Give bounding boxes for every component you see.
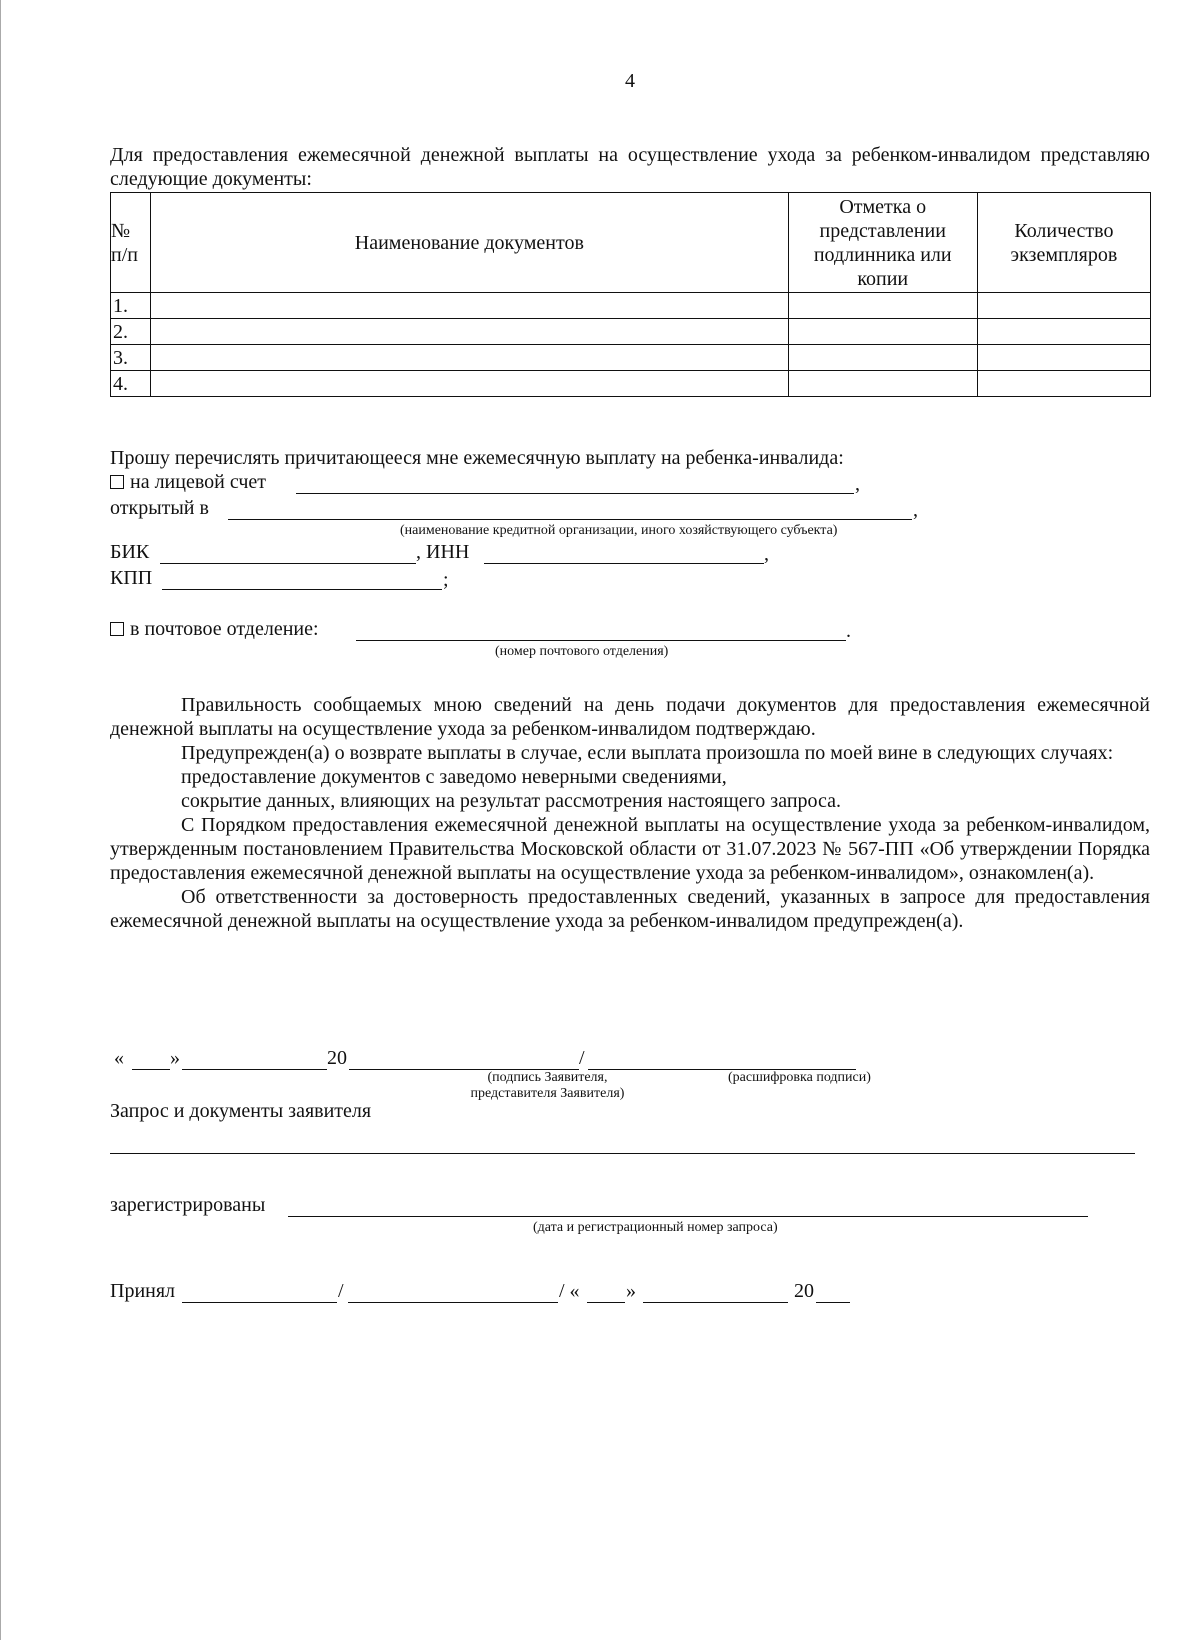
intro-paragraph: Для предоставления ежемесячной денежной выплаты на осуществление ухода за ребенком-инвалидом представляю следующие документы: <box>110 144 1150 190</box>
cell-doc-mark[interactable] <box>788 371 977 397</box>
col-header-name: Наименование документов <box>151 193 789 293</box>
registration-label: Запрос и документы заявителя <box>110 1100 372 1122</box>
registered-label: зарегистрированы <box>110 1194 266 1216</box>
accepted-quote-open: / « <box>559 1280 580 1302</box>
date-day-field[interactable] <box>132 1069 170 1070</box>
cell-doc-name[interactable] <box>151 371 789 397</box>
punct-comma: , <box>913 499 918 521</box>
account-checkbox[interactable] <box>110 475 124 489</box>
declaration-procedure: С Порядком предоставления ежемесячной денежной выплаты на осуществление ухода за ребенком-инвалидом, утвержденным постановлением Правительства Московской области от 31.07.2023 № 567-ПП «Об утверждении Порядка предоставления ежемесячной денежной выплаты на осуществление ухода за ребенком-инвалидом», ознакомлен(а). <box>110 814 1150 884</box>
opened-label: открытый в <box>110 497 209 519</box>
date-quote-open: « <box>114 1047 124 1069</box>
punct-comma: , <box>855 473 860 495</box>
table-row <box>111 371 1151 397</box>
date-month-field[interactable] <box>182 1069 327 1070</box>
cell-doc-mark[interactable] <box>788 293 977 319</box>
table-row <box>111 345 1151 371</box>
declaration-responsibility: Об ответственности за достоверность предоставленных сведений, указанных в запросе для предоставления ежемесячной денежной выплаты на осуществление ухода за ребенком-инвалидом предупрежден(а). <box>110 886 1150 932</box>
account-option <box>110 470 266 494</box>
bik-field[interactable] <box>160 563 416 564</box>
accepted-slash: / <box>338 1280 344 1302</box>
declaration-warning: Предупрежден(а) о возврате выплаты в случае, если выплата произошла по моей вине в следующих случаях: <box>181 742 1114 764</box>
declaration-case-1: предоставление документов с заведомо неверными сведениями, <box>181 766 727 788</box>
kpp-field[interactable] <box>162 589 442 590</box>
scan-edge-line <box>0 0 1 1640</box>
registered-field[interactable] <box>288 1216 1088 1217</box>
registered-caption: (дата и регистрационный номер запроса) <box>533 1220 778 1235</box>
table-row <box>111 319 1151 345</box>
accepted-label: Принял <box>110 1280 176 1302</box>
cell-doc-name[interactable] <box>151 293 789 319</box>
col-header-count: Количество экземпляров <box>977 193 1150 293</box>
accepted-year-prefix: 20 <box>794 1280 814 1302</box>
row-number: 4. <box>111 371 151 397</box>
cell-doc-mark[interactable] <box>788 319 977 345</box>
cell-doc-count[interactable] <box>977 319 1150 345</box>
col-header-mark: Отметка о представлении подлинника или копии <box>788 193 977 293</box>
bank-caption: (наименование кредитной организации, иного хозяйствующего субъекта) <box>400 523 838 538</box>
post-option <box>110 617 319 641</box>
documents-table <box>110 192 1151 397</box>
accepted-quote-close: » <box>626 1280 636 1302</box>
punct-period: . <box>846 620 851 642</box>
accepted-name-field[interactable] <box>348 1302 558 1303</box>
inn-field[interactable] <box>484 563 764 564</box>
accepted-day-field[interactable] <box>587 1302 625 1303</box>
account-field[interactable] <box>296 493 854 494</box>
bank-field[interactable] <box>228 519 912 520</box>
post-office-field[interactable] <box>356 640 846 641</box>
signature-slash: / <box>579 1047 585 1069</box>
cell-doc-name[interactable] <box>151 319 789 345</box>
cell-doc-count[interactable] <box>977 345 1150 371</box>
cell-doc-count[interactable] <box>977 293 1150 319</box>
punct-comma: , <box>764 543 769 565</box>
registration-applicant-field[interactable] <box>110 1153 1135 1154</box>
accepted-sign-field[interactable] <box>182 1302 337 1303</box>
post-checkbox[interactable] <box>110 622 124 636</box>
kpp-label: КПП <box>110 567 153 589</box>
account-label: на лицевой счет <box>130 471 267 493</box>
declaration-confirm: Правильность сообщаемых мною сведений на день подачи документов для предоставления ежемесячной денежной выплаты на осуществление ухода за ребенком-инвалидом подтверждаю. <box>110 694 1150 740</box>
row-number: 2. <box>111 319 151 345</box>
row-number: 1. <box>111 293 151 319</box>
payment-request: Прошу перечислять причитающееся мне ежемесячную выплату на ребенка-инвалида: <box>110 447 844 469</box>
date-year-prefix: 20 <box>327 1047 347 1069</box>
date-quote-close: » <box>170 1047 180 1069</box>
post-label: в почтовое отделение: <box>130 618 319 640</box>
inn-label: , ИНН <box>416 541 470 563</box>
decode-caption: (расшифровка подписи) <box>728 1070 871 1085</box>
cell-doc-name[interactable] <box>151 345 789 371</box>
page-number: 4 <box>625 70 635 92</box>
accepted-month-field[interactable] <box>643 1302 788 1303</box>
declarations <box>110 693 1150 933</box>
cell-doc-count[interactable] <box>977 371 1150 397</box>
bik-label: БИК <box>110 541 150 563</box>
accepted-year-field[interactable] <box>816 1302 850 1303</box>
sign-caption: (подпись Заявителя, представителя Заявителя) <box>470 1070 625 1101</box>
row-number: 3. <box>111 345 151 371</box>
table-row <box>111 293 1151 319</box>
punct-semicolon: ; <box>443 569 449 591</box>
cell-doc-mark[interactable] <box>788 345 977 371</box>
post-caption: (номер почтового отделения) <box>495 644 669 659</box>
col-header-number: № п/п <box>111 193 151 293</box>
declaration-case-2: сокрытие данных, влияющих на результат рассмотрения настоящего запроса. <box>181 790 842 812</box>
